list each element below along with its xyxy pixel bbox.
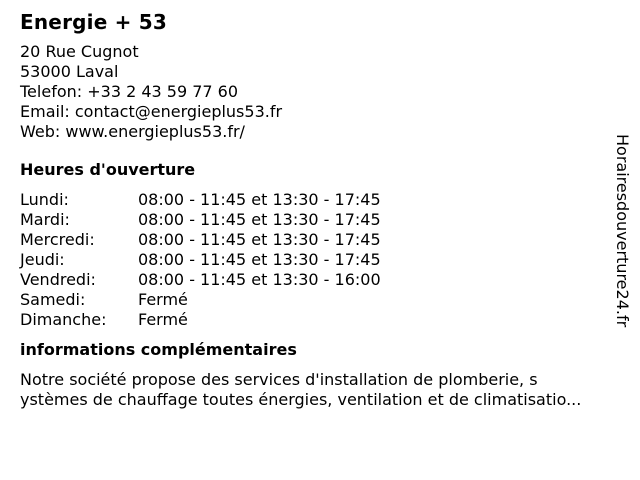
hours-row-sunday <box>20 310 620 330</box>
additional-info-line-2: ystèmes de chauffage toutes énergies, ventilation et de climatisatio... <box>20 390 582 409</box>
phone-line: Telefon: +33 2 43 59 77 60 <box>20 82 239 101</box>
day-label: Vendredi: <box>20 270 96 289</box>
additional-info-heading: informations complémentaires <box>20 340 297 359</box>
opening-hours-heading: Heures d'ouverture <box>20 160 196 179</box>
opening-hours-table <box>20 190 620 330</box>
business-card <box>20 10 620 410</box>
hours-value: 08:00 - 11:45 et 13:30 - 17:45 <box>138 230 381 249</box>
web-line: Web: www.energieplus53.fr/ <box>20 122 245 141</box>
address-city: 53000 Laval <box>20 62 119 81</box>
day-label: Mercredi: <box>20 230 95 249</box>
business-name: Energie + 53 <box>20 10 167 34</box>
hours-row-saturday <box>20 290 620 310</box>
email-line: Email: contact@energieplus53.fr <box>20 102 283 121</box>
hours-value: 08:00 - 11:45 et 13:30 - 17:45 <box>138 210 381 229</box>
address-street: 20 Rue Cugnot <box>20 42 139 61</box>
hours-value: 08:00 - 11:45 et 13:30 - 17:45 <box>138 250 381 269</box>
day-label: Samedi: <box>20 290 86 309</box>
day-label: Dimanche: <box>20 310 107 329</box>
hours-row-thursday <box>20 250 620 270</box>
day-label: Mardi: <box>20 210 70 229</box>
additional-info-text <box>20 370 630 410</box>
hours-value: 08:00 - 11:45 et 13:30 - 16:00 <box>138 270 381 289</box>
day-label: Lundi: <box>20 190 69 209</box>
site-watermark: Horairesdouverture24.fr <box>613 134 632 328</box>
address-block <box>20 42 620 142</box>
hours-value: 08:00 - 11:45 et 13:30 - 17:45 <box>138 190 381 209</box>
hours-row-monday <box>20 190 620 210</box>
hours-row-tuesday <box>20 210 620 230</box>
hours-value: Fermé <box>138 310 188 329</box>
hours-row-wednesday <box>20 230 620 250</box>
additional-info-line-1: Notre société propose des services d'installation de plomberie, s <box>20 370 538 389</box>
hours-row-friday <box>20 270 620 290</box>
hours-value: Fermé <box>138 290 188 309</box>
day-label: Jeudi: <box>20 250 65 269</box>
